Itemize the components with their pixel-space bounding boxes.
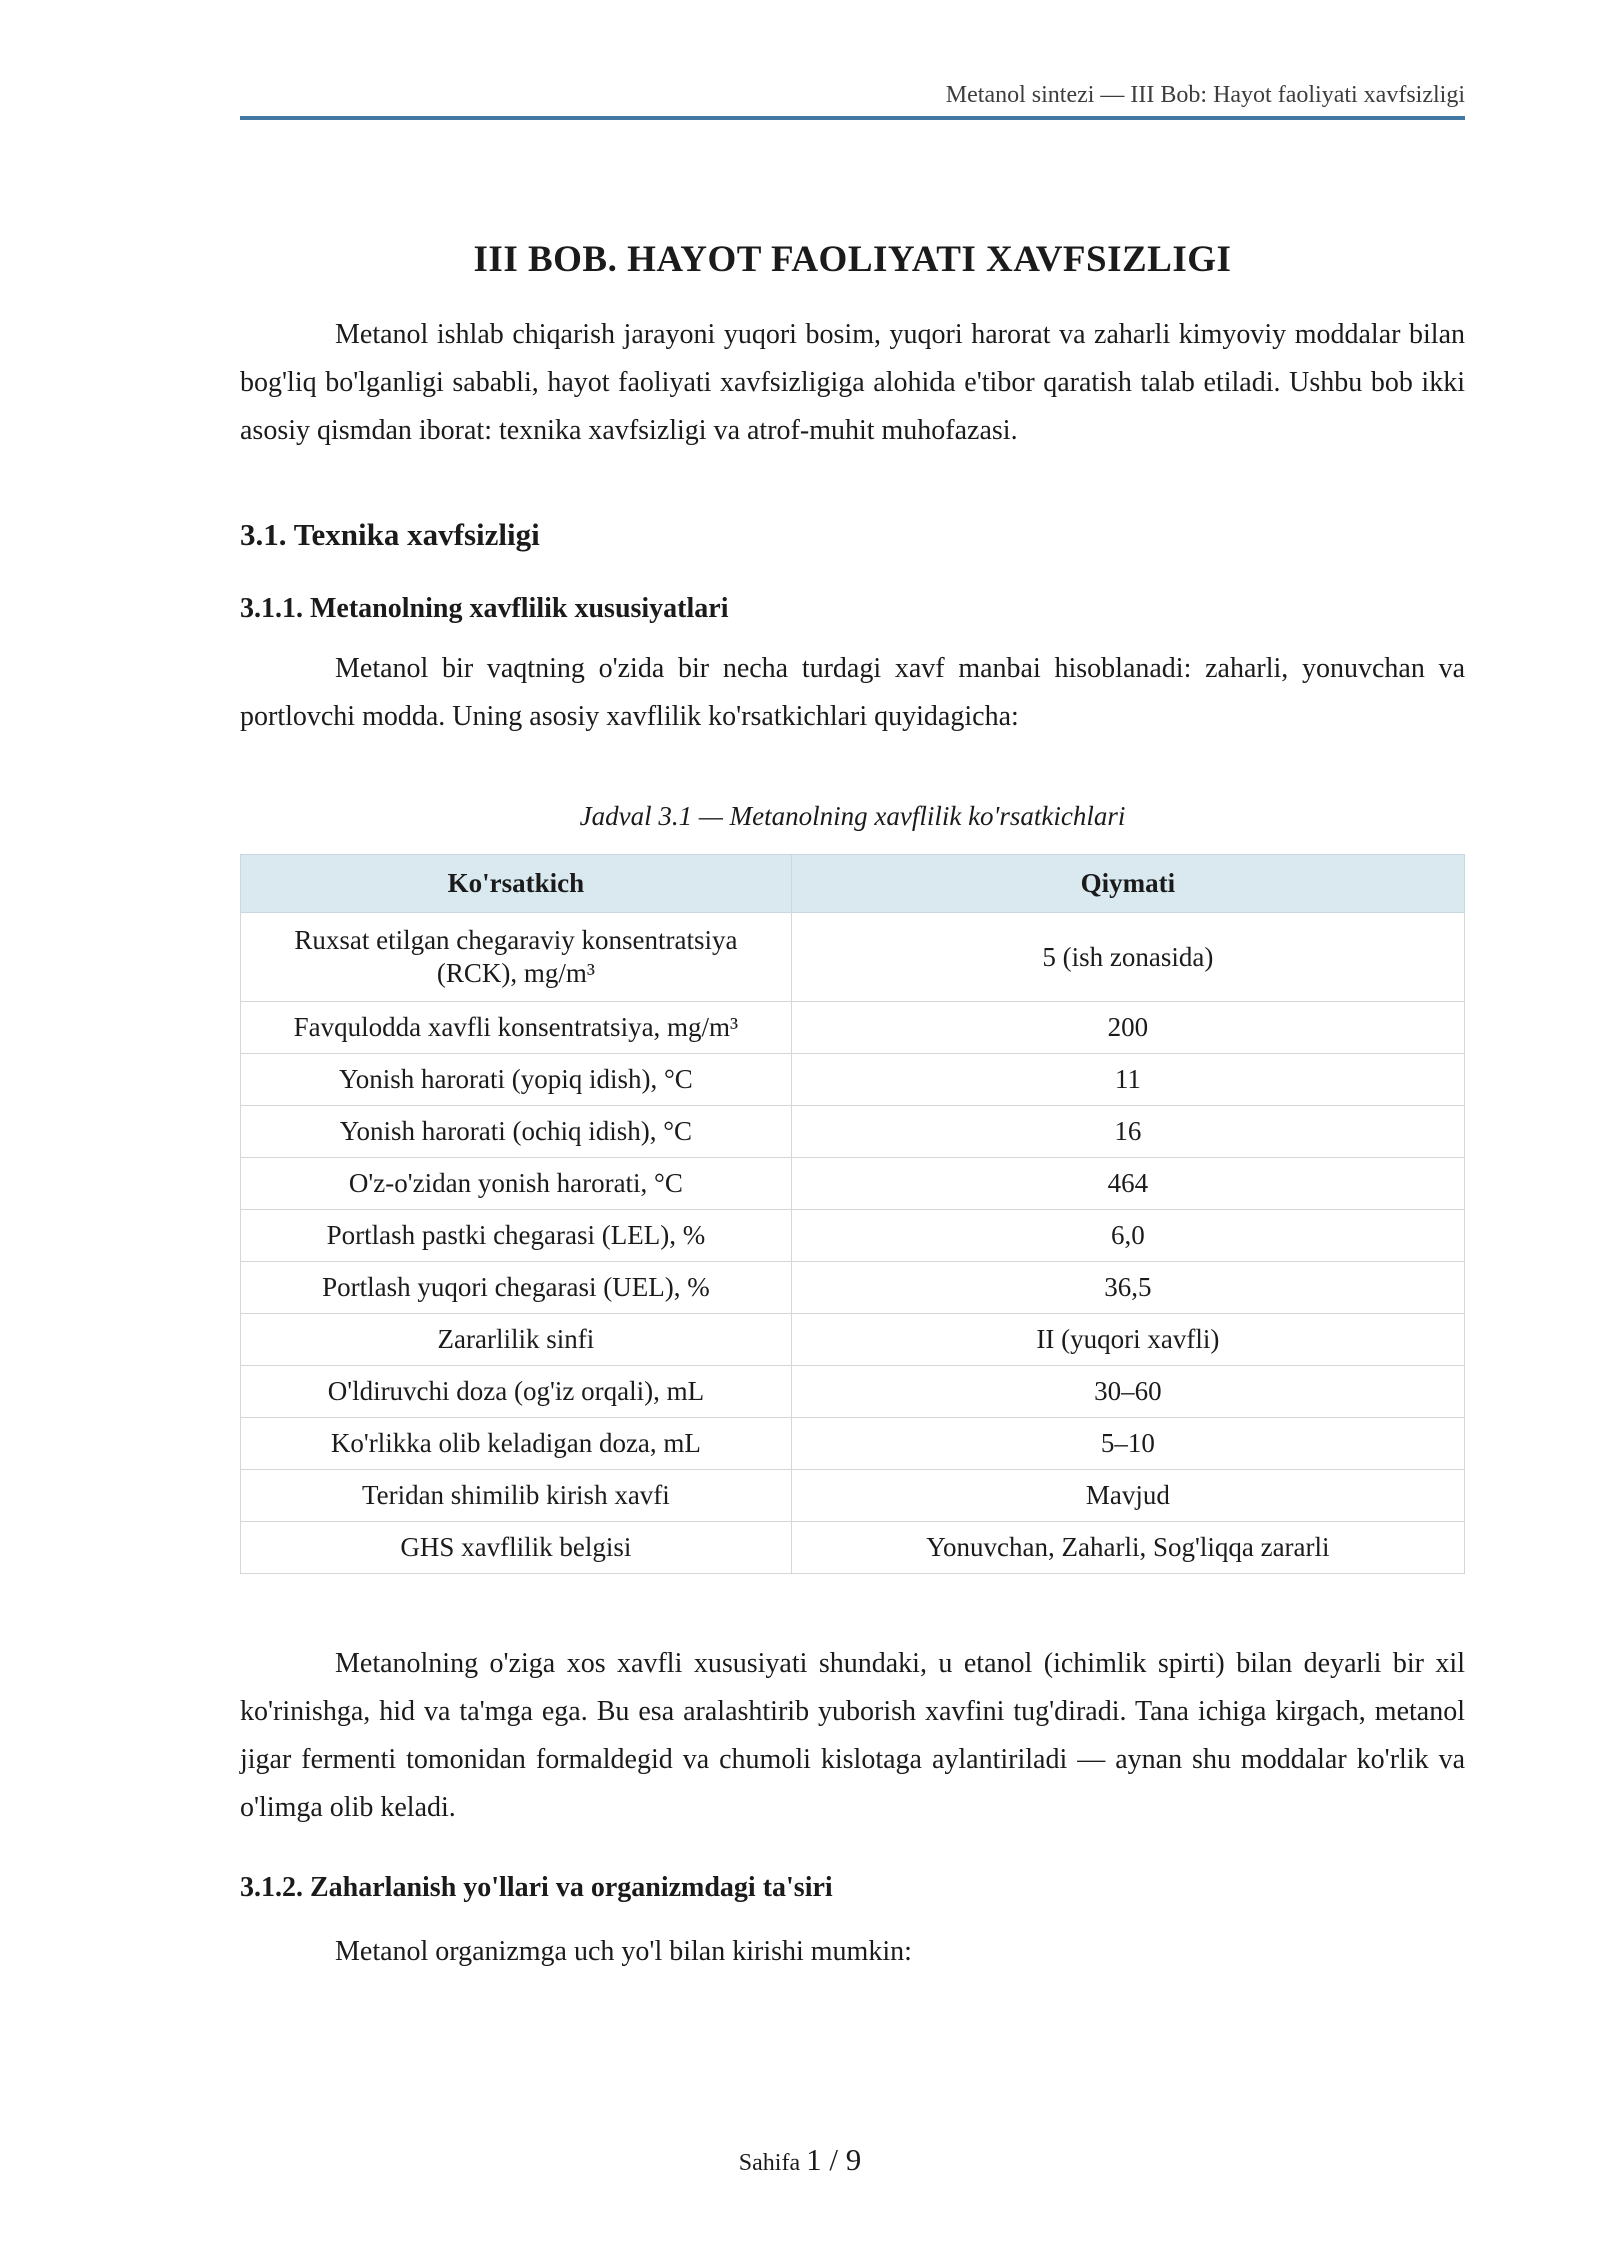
- row-label-cell: Yonish harorati (yopiq idish), °C: [241, 1054, 792, 1106]
- row-label-cell: Portlash pastki chegarasi (LEL), %: [241, 1210, 792, 1262]
- row-value-cell: 11: [791, 1054, 1464, 1106]
- document-title: III BOB. HAYOT FAOLIYATI XAVFSIZLIGI: [473, 239, 1232, 280]
- table-row: [241, 1002, 1465, 1054]
- footer-label: Sahifa: [738, 2150, 801, 2176]
- row-value-cell: 6,0: [791, 1210, 1464, 1262]
- table-header-row: [241, 855, 1465, 913]
- table-row: [241, 1314, 1465, 1366]
- paragraph-ethanol-similarity: Metanolning o'ziga xos xavfli xususiyati shundaki, u etanol (ichimlik spirti) bilan deyarli bir xil ko'rinishga, hid va ta'mga ega. Bu esa aralashtirib yuborish xavfini tug'diradi. Tana ichiga kirgach, metanol jigar fermenti tomonidan formaldegid va chumoli kislotaga aylantiriladi — aynan shu moddalar ko'rlik va o'limga olib keladi.: [240, 1648, 1465, 1823]
- row-label-cell: Favqulodda xavfli konsentratsiya, mg/m³: [241, 1002, 792, 1054]
- page-footer: [0, 2142, 1600, 2178]
- row-value-cell: II (yuqori xavfli): [791, 1314, 1464, 1366]
- row-label-cell: Zararlilik sinfi: [241, 1314, 792, 1366]
- subsection-heading-3-1-1: 3.1.1. Metanolning xavflilik xususiyatlari: [240, 593, 729, 624]
- column-header-value: Qiymati: [791, 855, 1464, 913]
- table-row: [241, 1366, 1465, 1418]
- row-value-cell: Mavjud: [791, 1470, 1464, 1522]
- row-value-cell: 30–60: [791, 1366, 1464, 1418]
- table-row: [241, 1158, 1465, 1210]
- row-label-cell: GHS xavflilik belgisi: [241, 1522, 792, 1574]
- table-body: [241, 913, 1465, 1574]
- table-row: [241, 1262, 1465, 1314]
- row-label-cell: O'z-o'zidan yonish harorati, °C: [241, 1158, 792, 1210]
- table-row: [241, 1106, 1465, 1158]
- row-label-cell: Ruxsat etilgan chegaraviy konsentratsiya (RCK), mg/m³: [241, 913, 792, 1002]
- row-value-cell: Yonuvchan, Zaharli, Sog'liqqa zararli: [791, 1522, 1464, 1574]
- table-row: [241, 1054, 1465, 1106]
- table-row: [241, 1418, 1465, 1470]
- row-label-cell: Portlash yuqori chegarasi (UEL), %: [241, 1262, 792, 1314]
- row-value-cell: 464: [791, 1158, 1464, 1210]
- section-heading-3-1: 3.1. Texnika xavfsizligi: [240, 517, 540, 552]
- column-header-indicator: Ko'rsatkich: [241, 855, 792, 913]
- row-label-cell: Yonish harorati (ochiq idish), °C: [241, 1106, 792, 1158]
- row-label-cell: O'ldiruvchi doza (og'iz orqali), mL: [241, 1366, 792, 1418]
- footer-page-number: 1 / 9: [806, 2142, 862, 2177]
- subsection-heading-3-1-2: 3.1.2. Zaharlanish yo'llari va organizmdagi ta'siri: [240, 1872, 833, 1903]
- paragraph-hazard-overview: Metanol bir vaqtning o'zida bir necha turdagi xavf manbai hisoblanadi: zaharli, yonuvchan va portlovchi modda. Uning asosiy xavflilik ko'rsatkichlari quyidagicha:: [240, 653, 1465, 732]
- row-value-cell: 200: [791, 1002, 1464, 1054]
- table-head: [241, 855, 1465, 913]
- table-row: [241, 1522, 1465, 1574]
- row-value-cell: 36,5: [791, 1262, 1464, 1314]
- paragraph-entry-routes: Metanol organizmga uch yo'l bilan kirishi mumkin:: [335, 1936, 912, 1967]
- hazard-indicators-table: [240, 854, 1465, 1574]
- table-row: [241, 913, 1465, 1002]
- row-label-cell: Ko'rlikka olib keladigan doza, mL: [241, 1418, 792, 1470]
- table-row: [241, 1210, 1465, 1262]
- table-caption: Jadval 3.1 — Metanolning xavflilik ko'rsatkichlari: [579, 801, 1126, 831]
- row-value-cell: 5 (ish zonasida): [791, 913, 1464, 1002]
- row-value-cell: 16: [791, 1106, 1464, 1158]
- running-header-text: Metanol sintezi — III Bob: Hayot faoliyati xavfsizligi: [945, 82, 1465, 108]
- document-body: [240, 238, 1465, 1976]
- row-value-cell: 5–10: [791, 1418, 1464, 1470]
- running-header: [240, 0, 1465, 120]
- table-row: [241, 1470, 1465, 1522]
- paragraph-intro: Metanol ishlab chiqarish jarayoni yuqori bosim, yuqori harorat va zaharli kimyoviy moddalar bilan bog'liq bo'lganligi sababli, hayot faoliyati xavfsizligiga alohida e'tibor qaratish talab etiladi. Ushbu bob ikki asosiy qismdan iborat: texnika xavfsizligi va atrof-muhit muhofazasi.: [240, 319, 1465, 446]
- row-label-cell: Teridan shimilib kirish xavfi: [241, 1470, 792, 1522]
